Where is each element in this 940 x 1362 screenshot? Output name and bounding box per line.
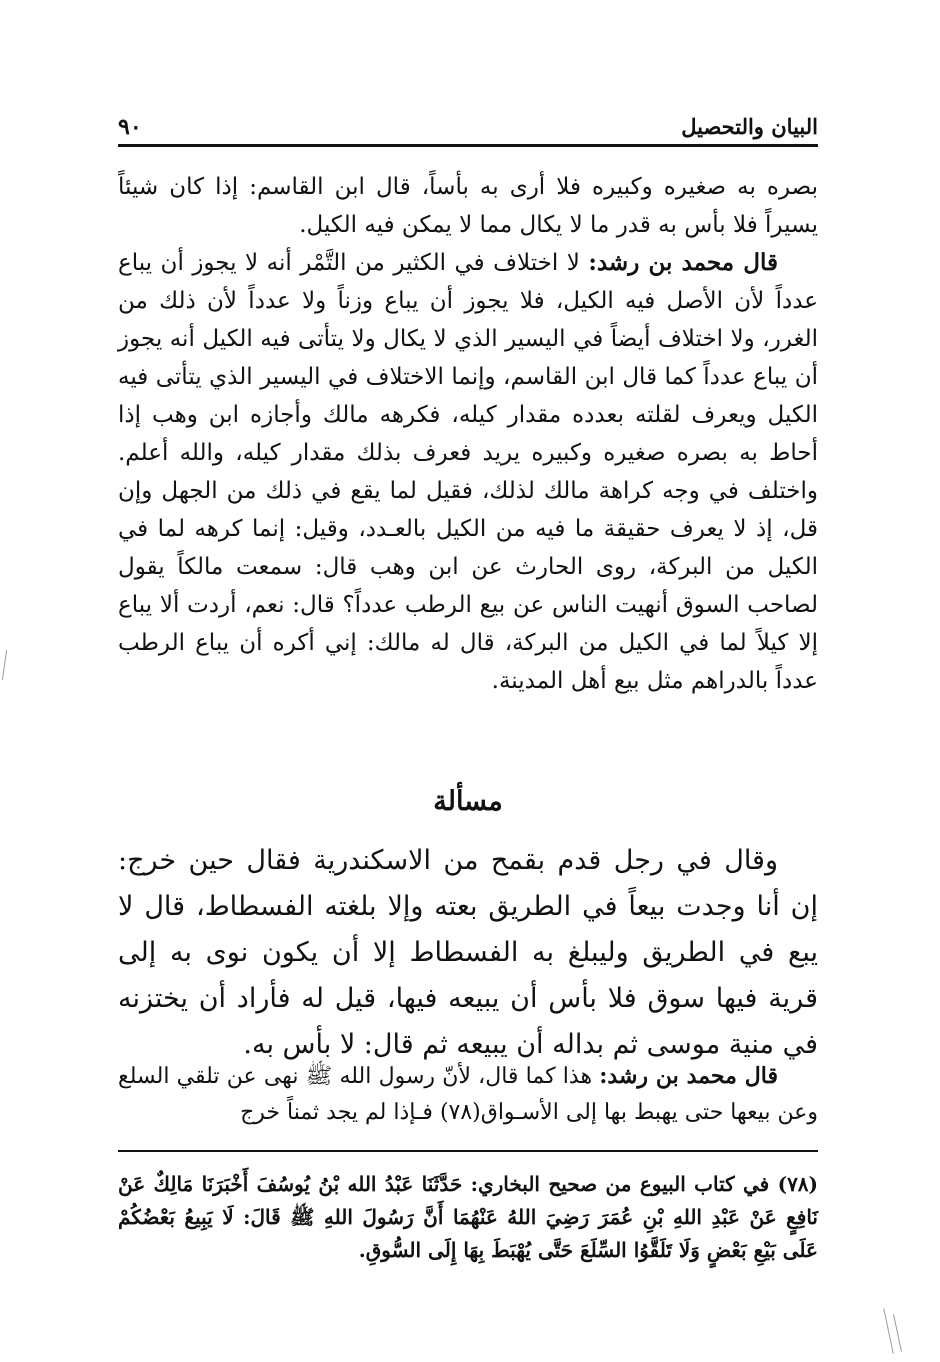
footnote-rule — [118, 1150, 818, 1152]
running-title: البيان والتحصيل — [681, 114, 818, 139]
page-number: ٩٠ — [118, 114, 142, 140]
footnote — [118, 1168, 818, 1267]
scan-artifact-line — [2, 650, 7, 680]
commentary-lead: قال محمد بن رشد: — [588, 249, 778, 276]
commentary-text-2: هذا كما قال، لأنّ رسول الله ﷺ نهى عن تلقي السلع وعن بيعها حتى يهبط بها إلى الأسـواق(٧٨) فـإذا لم يجد ثمناً خرج — [118, 1064, 818, 1125]
scan-artifact-line — [893, 1314, 902, 1351]
body-section-b — [118, 838, 818, 1068]
paragraph-continuation: بصره به صغيره وكبيره فلا أرى به بأساً، قال ابن القاسم: إذا كان شيئاً يسيراً فلا بأس به قدر ما لا يكال مما لا يمكن فيه الكيل. — [118, 174, 818, 238]
footnote-text: (٧٨) في كتاب البيوع من صحيح البخاري: حَدَّثَنَا عَبْدُ الله بْنُ يُوسُفَ أَخْبَرَنَا مَالِكٌ عَنْ نَافِعٍ عَنْ عَبْدِ اللهِ بْنِ عُمَرَ رَضِيَ اللهُ عَنْهُمَا أَنَّ رَسُولَ اللهِ ﷺ قَالَ: لَا يَبِيعُ بَعْضُكُمْ عَلَى بَيْعِ بَعْضٍ وَلَا تَلَقَّوُا السِّلَعَ حَتَّى يُهْبَطَ بِهَا إِلَى السُّوقِ. — [118, 1172, 819, 1262]
body-section-a — [118, 168, 818, 700]
paragraph-question: وقال في رجل قدم بقمح من الاسكندرية فقال حين خرج: إن أنا وجدت بيعاً في الطريق بعته وإلا بلغته الفسطاط، قال لا يبع في الطريق وليبلغ به الفسطاط إلا أن يكون نوى به إلى قرية فيها سوق فلا بأس أن يبيعه فيها، قيل له فأراد أن يختزنه في منية موسى ثم بداله أن يبيعه ثم قال: لا بأس به. — [118, 845, 818, 1060]
section-heading: مسألة — [433, 786, 503, 817]
body-section-c — [118, 1058, 818, 1131]
paragraph-commentary — [118, 244, 818, 700]
paragraph-commentary-2 — [118, 1058, 818, 1131]
scan-artifact-line — [883, 1308, 894, 1353]
header-rule — [118, 144, 818, 147]
running-header — [118, 112, 818, 144]
commentary-lead-2: قال محمد بن رشد: — [599, 1063, 779, 1089]
commentary-text: لا اختلاف في الكثير من التَّمْر أنه لا يجوز أن يباع عدداً لأن الأصل فيه الكيل، فلا يجوز أن يباع وزناً ولا عدداً لأن ذلك من الغرر، ولا اختلاف أيضاً في اليسير الذي لا يكال ولا يتأتى فيه الكيل أنه يجوز أن يباع عدداً كما قال ابن القاسم، وإنما الاختلاف في اليسير الذي يتأتى فيه الكيل ويعرف لقلته بعدده مقدار كيله، فكرهه مالك وأجازه ابن وهب إذا أحاط به بصره صغيره وكبيره يريد فعرف بذلك مقدار كيله، والله أعلم. واختلف في وجه كراهة مالك لذلك، فقيل لما يقع في ذلك من الجهل وإن قل، إذ لا يعرف حقيقة ما فيه من الكيل بالعـدد، وقيل: إنما كرهه لما في الكيل من البركة، روى الحارث عن ابن وهب قال: سمعت مالكاً يقول لصاحب السوق أنهيت الناس عن بيع الرطب عدداً؟ قال: نعم، أردت ألا يباع إلا كيلاً لما في الكيل من البركة، قال له مالك: إني أكره أن يباع الرطب عدداً بالدراهم مثل بيع أهل المدينة. — [118, 250, 818, 694]
